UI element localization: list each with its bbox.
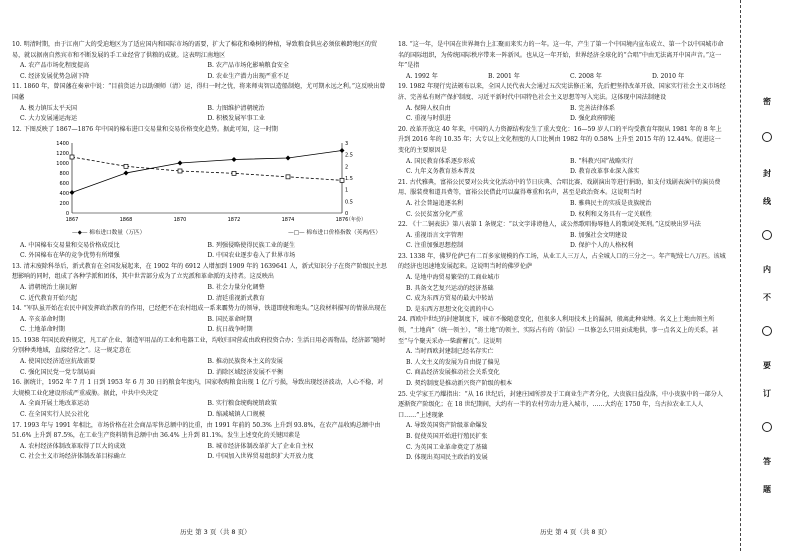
- y-tick-label-left: 1400: [56, 141, 69, 148]
- y-tick-label-left: 800: [59, 171, 69, 178]
- question-18: [398, 40, 726, 82]
- option-d: D. 消除区域经济发展不平衡: [207, 368, 284, 376]
- binding-word: 题: [763, 485, 771, 494]
- y-tick-label-right: 1.5: [345, 176, 353, 183]
- binding-word: 要: [763, 361, 771, 370]
- binding-word: 密: [763, 97, 771, 106]
- option-c: C. 2008 年: [570, 72, 602, 80]
- option-b: B. 雅典民主的实质是贵族统治: [570, 199, 652, 207]
- option-a: A. 极力镇压太平天国: [20, 104, 78, 112]
- option-a: A. 全面开展土地改革运动: [20, 400, 90, 408]
- x-tick-label: 1876: [335, 217, 349, 224]
- series-price-point: [286, 175, 290, 179]
- option-b: B. 促使英国开始进行殖民扩张: [406, 432, 488, 440]
- option-a: A. 保障人权自由: [406, 104, 451, 112]
- question-stem: 19. 1982 年现行宪法颁布以来，全国人民代表大会通过五次宪法修正案，先后把坚持改革开放、国家实行社会主义市场经济、完善私有财产保护制度、习近平新时代中国特色社会主义思想等写入宪法。这体现中国法制建设: [398, 83, 726, 101]
- question-stem: 12. 下图反映了 1867—1876 年中国的棉布进口交易量和交易价格变化趋势。据此可知，这一时期: [12, 125, 278, 133]
- question-stem: 18. “这一年，是中国在世界舞台上汇聚而来实力的一年。这一年，产生了第一个中国境内宣布成立、第一个以中国城市命名的国际组织，为传统国际秩序带来一阵新风。也从这一年开始，世界经济全球化的“合唱”中由无法离开中国声音。”这一年”是指: [398, 41, 724, 70]
- question-stem: 17. 1993 年与 1991 年相比，市场价格在社会商品零售总额中的比重，由 1991 年前的 50.3% 上升到 93.8%，在农产品收购总额中由 51.6% 上升到 87.5%，在工业生产资料销售总额中由 36.4% 上升到 81.1%。发生上述变化的关键因素是: [12, 421, 381, 440]
- option-d: D. 保护个人的人格权利: [570, 242, 634, 250]
- question-24: [398, 315, 726, 389]
- question-22: [398, 220, 726, 252]
- binding-word: 线: [763, 197, 771, 206]
- option-c: C. 社会主义市场经济体制改革目标确立: [20, 453, 126, 461]
- x-tick-label: 1874: [281, 217, 295, 224]
- option-a: A. 农村经济体制改革取得了巨大的成效: [20, 442, 126, 450]
- question-12: [12, 125, 387, 262]
- question-13: [12, 262, 387, 304]
- option-a: A. 是地中海贸易繁荣的工商业城市: [406, 274, 500, 282]
- option-c: C. 强化国民党一党专制局面: [20, 368, 96, 376]
- left-column: [12, 40, 387, 463]
- x-tick-label: 1870: [173, 217, 187, 224]
- question-14: [12, 304, 387, 336]
- option-c: C. 九年义务教育基本普及: [406, 168, 476, 176]
- x-tick-label: 1872: [227, 217, 241, 224]
- series-price-point: [340, 179, 344, 183]
- option-b: B. 加强社会文明建设: [570, 231, 628, 239]
- y-tick-label-right: 2: [345, 164, 349, 171]
- option-b: B. 农产品市场化影响粮食安全: [207, 62, 289, 70]
- option-d: D. 清廷重视新式教育: [207, 294, 265, 302]
- x-tick-label: 1868: [119, 217, 133, 224]
- option-b: B. 具备文艺复兴运动的经济基础: [406, 284, 494, 292]
- series-price-line: [72, 157, 342, 180]
- question-stem: 16. 据统计，1952 年 7 月 1 日到 1953 年 6 月 30 日的粮食年度内，国家收购粮食出现 1 亿斤亏损，导致出现经济波动，人心不稳，对大规模工业化建设形成严重威胁。据此，中共中央决定: [12, 379, 384, 397]
- question-stem: 21. 古代雅典，富裕公民要对公共文化活动中的节日庆典、合唱比赛、戏剧演出等进行捐助，如支付戏剧表演中的演员费用、服装费和道具费等，富裕公民借此可以赢得尊重和名声，甚至是政治资本。这说明当时: [398, 178, 721, 197]
- y-tick-label-left: 400: [59, 191, 69, 198]
- option-b: B. 社会力量分化调整: [207, 283, 265, 291]
- series-quantity-point: [340, 148, 345, 153]
- question-25: [398, 390, 726, 464]
- question-stem: 23. 1338 年，佛罗伦萨已有二百多家规模的作工场，从业工人三万人，占全城人口的三分之一。年产呢绒七八万匹。该城的经济也迅速地发展起来。这说明当时的佛罗伦萨: [398, 252, 726, 271]
- y-tick-label-left: 600: [59, 181, 69, 188]
- option-c: C. 注重加强思想控制: [406, 242, 464, 250]
- y-tick-label-right: 0: [345, 211, 349, 218]
- y-tick-label-right: 2.5: [345, 153, 353, 160]
- series-quantity-point: [286, 156, 291, 161]
- option-b: B. 2001 年: [488, 72, 520, 80]
- question-stem: 15. 1938 年国民政府规定，凡工矿企业、制造军用品的工业和电器工业，均收归国营或由政府投资合办；生活日用必需物品，经济部“随时分别种类地域，直接经营之”。这一规定意在: [12, 336, 386, 355]
- option-c: C. 土地革命时期: [20, 326, 65, 334]
- binding-circle: [762, 132, 772, 142]
- question-stem: 10. 明清时期，由于江南广大的受迫地区为了适应国内和国际市场的需要，扩大了棉花和桑树的种植，导致粮食供应必须依赖跨地区的贸易，就以据南自然宾市和不断发展的手工业经营了供粮的成就。这表明江南地区: [12, 41, 378, 59]
- option-b: B. 力图维护清朝统治: [207, 104, 265, 112]
- series-price-point: [70, 155, 74, 159]
- binding-circle: [762, 422, 772, 432]
- legend-price: —□— 棉布进口价格指数（英两/匹）: [288, 229, 381, 236]
- option-c: C. 近代教育开始兴起: [20, 294, 78, 302]
- series-quantity-point: [232, 157, 237, 162]
- option-b: B. 推动民族资本主义的发展: [207, 358, 283, 366]
- option-d: D. 是东西方思想文化交流的中心: [406, 305, 494, 313]
- binding-word: 封: [763, 169, 771, 178]
- option-a: A. 导致英国资产阶级革命爆发: [406, 422, 488, 430]
- binding-circle: [762, 230, 772, 240]
- question-21: [398, 178, 726, 220]
- option-a: A. 中国棉布交易量和交易价格成反比: [20, 241, 120, 249]
- y-tick-label-left: 0: [65, 211, 69, 218]
- option-d: D. 中国加入世界贸易组织扩大开放力度: [207, 453, 314, 461]
- option-a: A. 清朝统治土崩瓦解: [20, 283, 78, 291]
- binding-word: 订: [763, 389, 771, 398]
- binding-margin: [740, 0, 794, 551]
- series-price-point: [124, 165, 128, 169]
- option-c: C. 在全国实行人民公社化: [20, 411, 90, 419]
- question-stem: 22. 《十二铜表法》第八表第 1 条规定：“以文字诽谤他人，或公然歌唱侮辱他人的歌词处死刑。”这反映出罗马法: [398, 221, 701, 229]
- y-tick-label-right: 1: [345, 188, 349, 195]
- option-c: C. 重视与时俱进: [406, 115, 451, 123]
- y-tick-label-left: 1200: [56, 151, 69, 158]
- question-10: [12, 40, 387, 82]
- series-price-point: [178, 169, 182, 173]
- option-c: C. 外国棉布在华的竞争优势有所增强: [20, 252, 120, 260]
- option-c: C. 经济发展优势急剧下降: [20, 72, 90, 80]
- option-a: A. 国民教育体系逐步形成: [406, 157, 476, 165]
- y-tick-label-right: 3: [345, 141, 349, 148]
- option-b: B. “科教兴国”战略实行: [570, 157, 634, 165]
- option-b: B. 列强侵略使得民族工业的诞生: [207, 241, 296, 249]
- series-quantity-point: [178, 161, 183, 166]
- option-c: C. 商品经济发展推动社会关系变化: [406, 369, 500, 377]
- option-c: C. 大力发展通运海运: [20, 115, 78, 123]
- question-16: [12, 378, 387, 420]
- option-d: D. 体现出英国民主政治的发展: [406, 454, 488, 462]
- option-d: D. 权利和义务具有一定关联性: [570, 210, 652, 218]
- option-c: C. 公民贫富分化严重: [406, 210, 464, 218]
- cotton-import-chart: [12, 137, 387, 238]
- option-a: A. 使国民经济适应抗战需要: [20, 358, 96, 366]
- x-tick-label: 1867: [65, 217, 79, 224]
- binding-word: 不: [763, 293, 771, 302]
- page-footer-right: 历史 第 4 页（共 8 页）: [540, 528, 611, 536]
- y-tick-label-right: 0.5: [345, 199, 353, 206]
- question-15: [12, 336, 387, 378]
- option-d: D. 教育改革事业深入落实: [570, 168, 640, 176]
- y-tick-label-left: 200: [59, 201, 69, 208]
- series-quantity-point: [124, 171, 129, 176]
- option-c: C. 成为东西方贸易的最大中转站: [406, 295, 494, 303]
- option-d: D. 积极发展军事工业: [207, 115, 265, 123]
- option-b: B. 城市经济体制改革扩大了企业自主权: [207, 442, 314, 450]
- option-d: D. 2010 年: [652, 72, 685, 80]
- binding-word: 答: [763, 457, 771, 466]
- option-d: D. 强化政府职能: [570, 115, 616, 123]
- y-tick-label-left: 1000: [56, 161, 69, 168]
- question-stem: 13. 清末废除科举后，新式教育在全国发展起来，在 1902 年的 6912 人增加到 1909 年的 1639641 人，新式知识分子在资产阶级民主思想影响的同时，组成了各种学派和团体，其中世苦部分成为了立宪派和革命派的支持者。这反映出: [12, 262, 388, 281]
- question-20: [398, 125, 726, 178]
- option-d: D. 农业生产潜力出现严重不足: [207, 72, 290, 80]
- option-d: D. 缩减城镇人口规模: [207, 411, 265, 419]
- option-b: B. 国民革命时期: [207, 315, 253, 323]
- option-b: B. 人文主义的发展为自由提了偏见: [406, 358, 500, 366]
- question-stem: 25. 史学家王乃耀指出：“从 16 世纪后，封建庄园所涉及于工商业生产者分化，大贵族日益没落，中小贵族中的一部分人逐渐资产阶级化；在 18 世纪期间，大约有一半的农村劳动力进入城市，……大约在 1750 年，乌古拉农业工人人口……”上述现象: [398, 390, 723, 419]
- option-b: B. 完善法律体系: [570, 104, 615, 112]
- option-d: D. 抗日战争时期: [207, 326, 253, 334]
- option-a: A. 辛亥革命时期: [20, 315, 65, 323]
- option-a: A. 社会普遍追逐名利: [406, 199, 464, 207]
- option-a: A. 重视语言文字管理: [406, 231, 464, 239]
- question-stem: 20. 改革开放这 40 年来，中国的人力资源结构发生了重大变化：16—59 岁人口的平均受教育年限从 1981 年的 8 年上升到 2016 年的 10.35 年；大专以上文化程度的人口比例由 1982 年的 0.58% 上升至 2015 年的 12.44%。促进这一变化的主要原因是: [398, 125, 722, 154]
- binding-word: 内: [763, 265, 771, 274]
- question-23: [398, 252, 726, 316]
- question-19: [398, 82, 726, 124]
- option-a: A. 农产品市场化程度提高: [20, 62, 90, 70]
- question-11: [12, 82, 387, 124]
- option-d: D. 契约制度是推动新兴资产阶级的根本: [406, 380, 513, 387]
- question-stem: 24. 西欧中世纪的封建制度下，城市不像随意变化，但很多人利用技术上的漏洞，般离此种束缚。名义上土地由领主所领，“土地尚”（统一领主），“将土地”的领主、实际占有的（阶层）一旦修怎么只用贡成地供，事一点名义上的关系，甚至“与个聚天采办一柴薪蓄瓦”。这说明: [398, 316, 719, 345]
- x-axis-label: （年份）: [346, 217, 367, 224]
- series-quantity-point: [70, 190, 75, 195]
- chart-legend: [12, 228, 387, 239]
- right-column: [398, 40, 726, 464]
- page-footer-left: 历史 第 3 页（共 8 页）: [180, 528, 251, 536]
- legend-quantity: —◆— 棉布进口数量（万匹）: [72, 229, 146, 236]
- question-17: [12, 421, 387, 463]
- option-b: B. 实行粮食统购统销政策: [207, 400, 277, 408]
- option-c: C. 为英国工业革命奠定了基础: [406, 443, 488, 451]
- question-stem: 14. “军队虽开始在农民中间发挥政治教育的作用，已经把不在农村组成一系来霸势力的领导，铁道即使和地头。”这段材料描写的情景出现在: [12, 305, 387, 313]
- question-stem: 11. 1860 年，曾国藩在奏章中说：“目前货运力以助颁师（清）运，得归一时之忧，将来师夷智以造船制炮，尤可期永远之利。”这反映出曾国藩: [12, 83, 386, 101]
- option-a: A. 当时西欧封建制已经名存实亡: [406, 348, 494, 356]
- series-price-point: [232, 172, 236, 176]
- binding-circle: [762, 326, 772, 336]
- option-d: D. 中国农业逐步卷入了世界市场: [207, 252, 296, 260]
- option-a: A. 1992 年: [406, 72, 438, 80]
- series-quantity-line: [72, 151, 342, 193]
- chart-svg: [12, 137, 387, 223]
